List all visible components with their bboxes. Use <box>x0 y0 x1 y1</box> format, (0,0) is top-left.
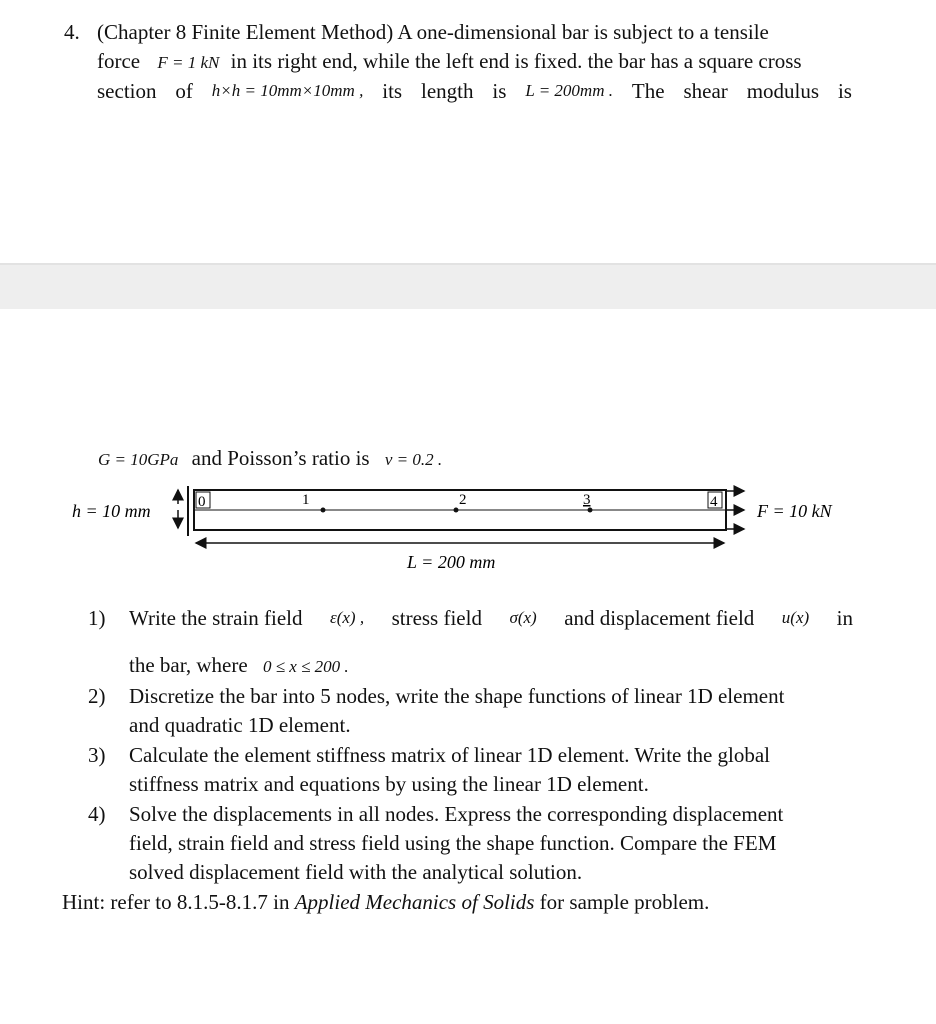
height-label: h = 10 mm <box>72 501 151 521</box>
shear-modulus-math: G = 10GPa <box>98 450 179 469</box>
word-modulus: modulus <box>746 79 820 103</box>
hint-prefix: Hint: refer to 8.1.5-8.1.7 in <box>62 890 290 914</box>
q1-range-math: 0 ≤ x ≤ 200 . <box>262 657 349 676</box>
node-0 <box>196 492 210 510</box>
question-3-line-2: stiffness matrix and equations by using the linear 1D element. <box>129 772 649 796</box>
q1-strain-math: ε(x) , <box>330 608 365 627</box>
problem-line-4 <box>98 444 442 474</box>
length-math: L = 200mm . <box>525 81 613 100</box>
problem-line-2 <box>97 47 852 77</box>
node-label-1: 1 <box>302 492 310 508</box>
word-section: section <box>97 79 157 103</box>
question-1-number: 1) <box>88 606 106 630</box>
word-is: is <box>492 79 507 103</box>
question-4-line-2: field, strain field and stress field using the shape function. Compare the FEM <box>129 831 777 855</box>
word-of: of <box>175 79 193 103</box>
problem-line-3 <box>97 77 852 105</box>
word-the: The <box>631 79 665 103</box>
hint-suffix: for sample problem. <box>539 890 710 914</box>
problem-number: 4. <box>64 20 80 44</box>
problem-line-1 <box>97 18 852 46</box>
bar-figure <box>0 480 936 580</box>
word-shear: shear <box>683 79 728 103</box>
node-4 <box>708 492 722 510</box>
poisson-text: and Poisson’s ratio is <box>191 446 370 470</box>
q1-text-d: in <box>836 606 853 630</box>
force-math: F = 1 kN <box>157 53 220 72</box>
word-length: length <box>420 79 474 103</box>
word-force: force <box>97 49 141 73</box>
length-label: L = 200 mm <box>407 552 496 572</box>
question-2-line-2: and quadratic 1D element. <box>129 713 351 737</box>
word-its: its <box>382 79 403 103</box>
force-label: F = 10 kN <box>757 501 832 521</box>
node-label-3: 3 <box>583 492 591 508</box>
question-2-number: 2) <box>88 684 106 708</box>
poisson-math: ν = 0.2 . <box>384 450 443 469</box>
q1-stress-math: σ(x) <box>509 608 537 627</box>
q1-line2-text: the bar, where <box>129 653 248 677</box>
page-break-band <box>0 263 936 309</box>
question-4-number: 4) <box>88 802 106 826</box>
node-label-4: 4 <box>710 494 718 510</box>
question-3-line-1: Calculate the element stiffness matrix of linear 1D element. Write the global <box>129 743 771 767</box>
word-is-2: is <box>837 79 852 103</box>
question-4-line-3: solved displacement field with the analytical solution. <box>129 860 583 884</box>
question-4-line-1: Solve the displacements in all nodes. Express the corresponding displacement <box>129 802 784 826</box>
hint-book-title: Applied Mechanics of Solids <box>294 890 535 914</box>
force-arrows <box>726 491 744 529</box>
problem-line-1-text: (Chapter 8 Finite Element Method) A one-dimensional bar is subject to a tensile <box>97 20 769 44</box>
question-2-line-1: Discretize the bar into 5 nodes, write the shape functions of linear 1D element <box>129 684 785 708</box>
q1-text-c: and displacement field <box>564 606 755 630</box>
node-label-0: 0 <box>198 494 206 510</box>
question-1-line-2 <box>129 651 349 681</box>
problem-line-2-text: in its right end, while the left end is fixed. the bar has a square cross <box>230 49 802 73</box>
q1-disp-math: u(x) <box>781 608 810 627</box>
q1-text-b: stress field <box>391 606 482 630</box>
node-label-2: 2 <box>459 492 467 508</box>
question-1-line-1 <box>129 604 853 632</box>
q1-text-a: Write the strain field <box>129 606 303 630</box>
section-math: h×h = 10mm×10mm , <box>211 81 364 100</box>
hint <box>62 888 709 916</box>
question-3-number: 3) <box>88 743 106 767</box>
